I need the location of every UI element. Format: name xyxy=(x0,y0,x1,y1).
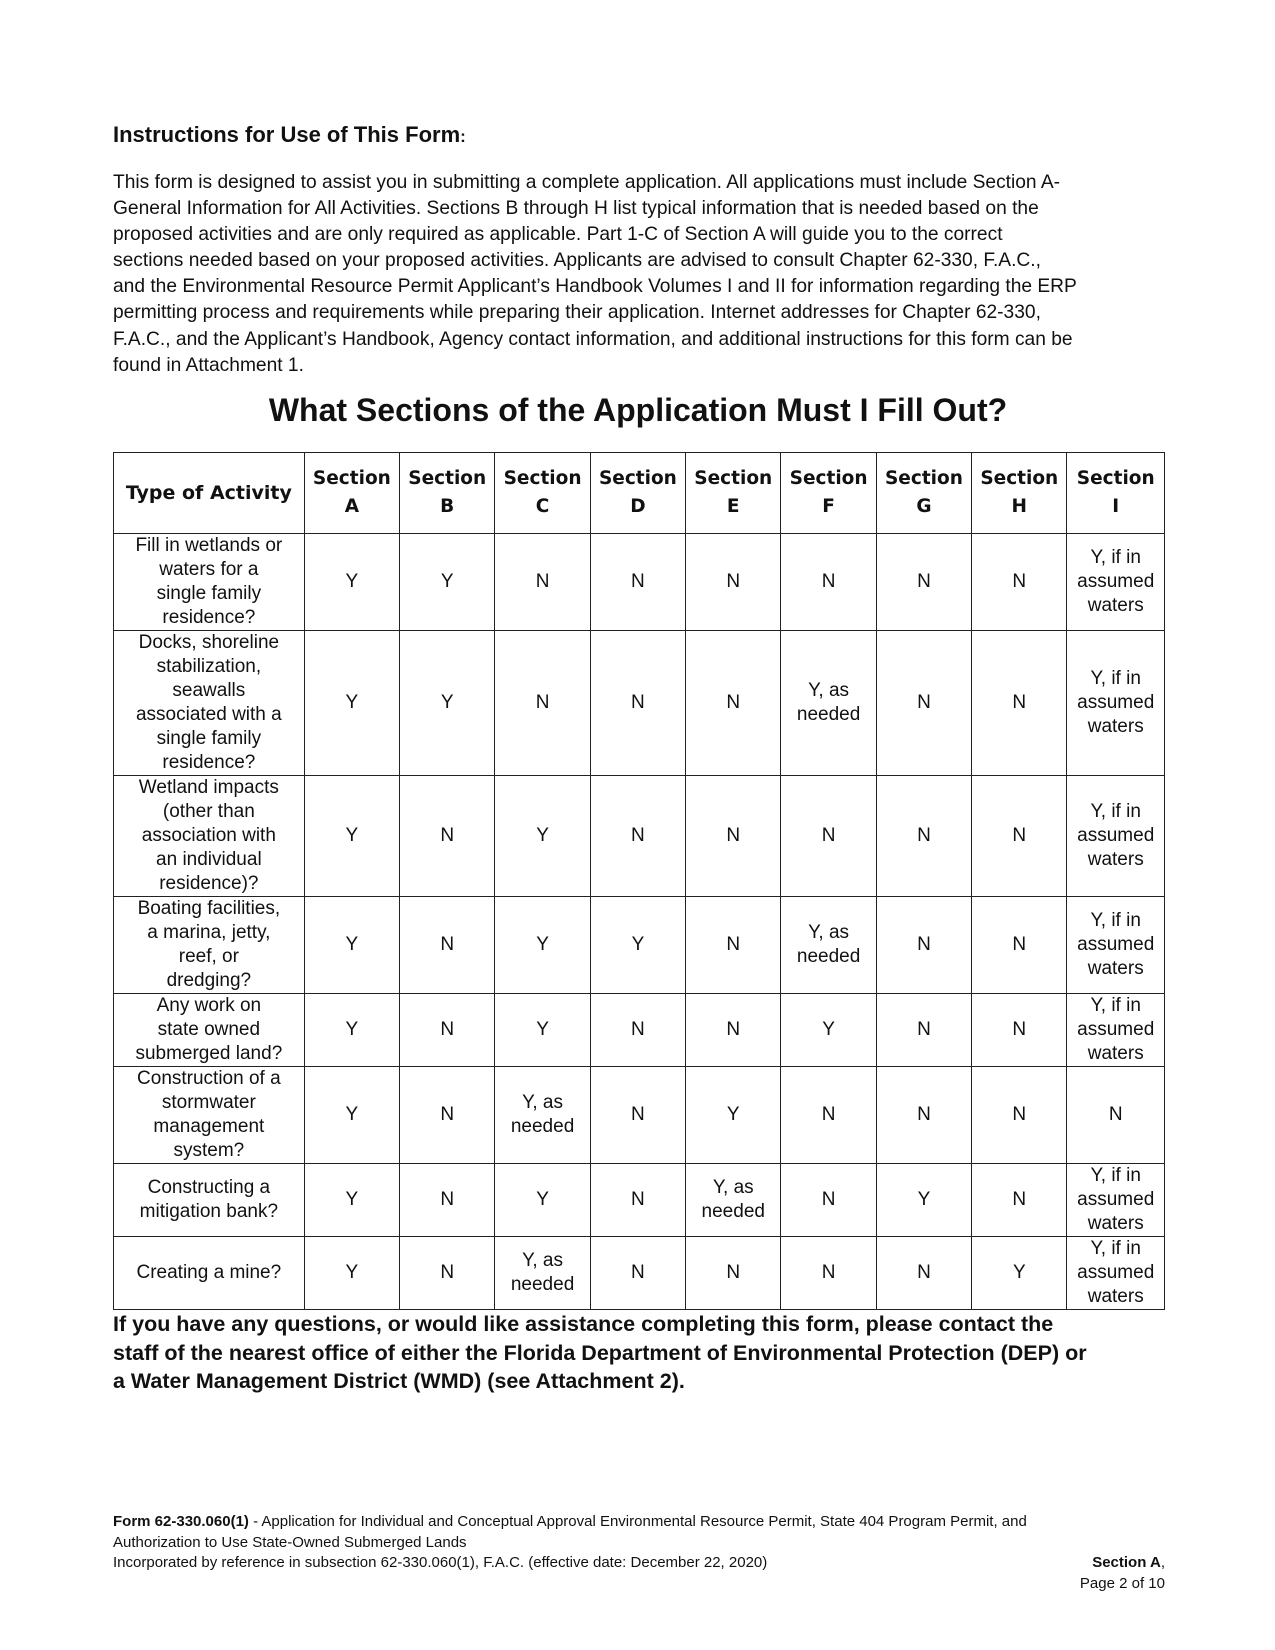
requirement-cell xyxy=(781,534,876,631)
section-header-text: I xyxy=(1112,496,1120,517)
requirement-text: N xyxy=(631,1262,645,1283)
requirement-cell xyxy=(876,1067,971,1164)
activity-cell xyxy=(114,1164,305,1237)
requirement-cell xyxy=(590,1164,685,1237)
requirement-text: needed xyxy=(510,1274,575,1295)
requirement-text: assumed xyxy=(1077,692,1155,713)
requirement-text: Y xyxy=(631,934,645,955)
table-body xyxy=(114,534,1165,1310)
requirement-text: waters xyxy=(1087,958,1144,979)
requirement-text: Y xyxy=(345,692,359,713)
requirement-text: waters xyxy=(1087,849,1144,870)
requirement-text: N xyxy=(726,1262,741,1283)
section-header-text: D xyxy=(630,496,646,517)
section-column-header xyxy=(686,453,781,534)
table-row xyxy=(114,776,1165,897)
requirement-cell xyxy=(876,1237,971,1310)
requirement-cell xyxy=(400,534,495,631)
activity-text: dredging? xyxy=(166,970,252,991)
requirement-cell xyxy=(590,994,685,1067)
requirement-cell xyxy=(972,776,1067,897)
requirement-text: N xyxy=(1012,934,1027,955)
requirement-text: needed xyxy=(796,704,861,725)
requirement-text: Y xyxy=(822,1019,835,1040)
activity-cell xyxy=(114,631,305,776)
instructions-line: General Information for All Activities. Sections B through H list typical information that is needed based on the xyxy=(113,198,1039,220)
activity-text: residence? xyxy=(162,607,256,628)
activity-text: associated with a xyxy=(135,704,282,725)
requirement-text: assumed xyxy=(1077,825,1155,846)
requirement-text: assumed xyxy=(1077,571,1155,592)
requirement-cell xyxy=(495,1237,590,1310)
requirement-cell xyxy=(1067,631,1165,776)
instructions-heading-text: Instructions for Use of This Form xyxy=(113,122,461,147)
requirement-text: Y xyxy=(345,1104,359,1125)
requirement-text: Y xyxy=(345,825,359,846)
requirement-text: Y xyxy=(345,934,359,955)
requirement-text: N xyxy=(1012,692,1027,713)
requirement-text: N xyxy=(917,692,931,713)
requirement-text: assumed xyxy=(1077,1262,1155,1283)
requirement-text: Y xyxy=(536,1189,549,1210)
table-row xyxy=(114,1067,1165,1164)
requirement-cell xyxy=(1067,897,1165,994)
requirement-cell xyxy=(876,631,971,776)
requirement-text: waters xyxy=(1087,1043,1144,1064)
requirement-text: N xyxy=(1012,1019,1027,1040)
requirement-text: N xyxy=(821,825,836,846)
requirement-cell xyxy=(686,1067,781,1164)
activity-cell xyxy=(114,1067,305,1164)
requirement-text: N xyxy=(440,1104,455,1125)
form-id: Form 62-330.060(1) xyxy=(113,1513,249,1530)
activity-text: waters for a xyxy=(159,559,259,580)
requirement-cell xyxy=(304,1237,399,1310)
instructions-line: proposed activities and are only required as applicable. Part 1-C of Section A will guide you to the correct xyxy=(113,224,1003,246)
requirement-text: N xyxy=(1012,1189,1027,1210)
requirement-text: N xyxy=(631,692,645,713)
requirement-cell xyxy=(400,776,495,897)
section-header-text: Section xyxy=(408,468,487,489)
requirement-cell xyxy=(1067,1237,1165,1310)
instructions-heading-colon: : xyxy=(460,127,466,146)
requirement-text: N xyxy=(440,1019,455,1040)
requirement-text: assumed xyxy=(1077,1189,1155,1210)
section-column-header xyxy=(304,453,399,534)
requirement-text: assumed xyxy=(1077,934,1155,955)
requirement-cell xyxy=(590,1067,685,1164)
requirement-text: Y, if in xyxy=(1090,801,1141,822)
requirement-text: Y xyxy=(345,1019,359,1040)
footer-section-label xyxy=(1092,1553,1165,1574)
requirement-text: N xyxy=(440,1189,455,1210)
activity-column-header: Type of Activity xyxy=(114,453,305,534)
section-header-text: Section xyxy=(789,468,868,489)
activity-text: Creating a mine? xyxy=(136,1262,282,1283)
requirement-text: N xyxy=(821,1104,836,1125)
requirement-text: N xyxy=(821,571,836,592)
requirement-text: Y xyxy=(345,1189,359,1210)
activity-text: association with xyxy=(141,825,276,846)
requirement-cell xyxy=(590,1237,685,1310)
section-column-header xyxy=(876,453,971,534)
activity-text: submerged land? xyxy=(135,1043,283,1064)
instructions-line: This form is designed to assist you in submitting a complete application. All applications must include Section A- xyxy=(113,172,1061,193)
requirement-cell xyxy=(781,776,876,897)
requirement-text: Y, as xyxy=(808,922,850,943)
section-header-text: Section xyxy=(503,468,582,489)
table-row xyxy=(114,994,1165,1067)
requirement-text: N xyxy=(821,1262,836,1283)
footer-form-line xyxy=(113,1512,1165,1533)
section-header-text: Section xyxy=(312,468,391,489)
requirement-text: Y, as xyxy=(712,1177,754,1198)
requirement-text: Y, as xyxy=(522,1092,563,1113)
activity-text: mitigation bank? xyxy=(139,1201,279,1222)
requirement-text: Y, as xyxy=(522,1250,563,1271)
requirement-cell xyxy=(495,631,590,776)
requirement-cell xyxy=(304,994,399,1067)
requirement-cell xyxy=(495,1164,590,1237)
activity-text: Construction of a xyxy=(137,1068,281,1089)
activity-text: a marina, jetty, xyxy=(147,922,271,943)
requirement-text: N xyxy=(726,692,741,713)
footer-form-line-2: Authorization to Use State-Owned Submerged Lands xyxy=(113,1533,467,1551)
requirement-text: waters xyxy=(1087,1286,1144,1307)
page-title: What Sections of the Application Must I Fill Out? xyxy=(268,392,1008,428)
requirement-text: needed xyxy=(796,946,861,967)
requirement-text: N xyxy=(917,934,931,955)
contact-notice xyxy=(113,1310,1173,1396)
contact-line: If you have any questions, or would like assistance completing this form, please contact the xyxy=(113,1312,1054,1336)
requirement-text: N xyxy=(1108,1104,1123,1125)
requirement-cell xyxy=(686,897,781,994)
instructions-line: found in Attachment 1. xyxy=(113,354,304,376)
activity-cell xyxy=(114,994,305,1067)
requirement-cell xyxy=(304,631,399,776)
requirement-text: N xyxy=(726,825,741,846)
requirement-text: Y, if in xyxy=(1090,910,1141,931)
requirement-text: Y xyxy=(440,692,454,713)
requirement-cell xyxy=(304,534,399,631)
requirement-cell xyxy=(495,1067,590,1164)
activity-text: single family xyxy=(156,583,262,604)
requirement-text: N xyxy=(726,571,741,592)
requirement-text: Y xyxy=(726,1104,740,1125)
requirement-cell xyxy=(686,1164,781,1237)
requirement-cell xyxy=(686,994,781,1067)
section-header-text: Section xyxy=(598,468,677,489)
requirement-cell xyxy=(972,534,1067,631)
requirement-text: Y, if in xyxy=(1090,1165,1141,1186)
page-number: Page 2 of 10 xyxy=(1079,1574,1165,1592)
requirement-cell xyxy=(400,1067,495,1164)
requirement-cell xyxy=(1067,776,1165,897)
requirement-cell xyxy=(1067,994,1165,1067)
table-row xyxy=(114,631,1165,776)
requirement-cell xyxy=(590,631,685,776)
requirement-cell xyxy=(972,1067,1067,1164)
requirement-text: Y xyxy=(345,1262,359,1283)
requirement-text: N xyxy=(440,825,455,846)
section-column-header xyxy=(495,453,590,534)
requirement-cell xyxy=(304,1164,399,1237)
requirement-cell xyxy=(495,776,590,897)
activity-text: Constructing a xyxy=(147,1177,271,1198)
activity-cell xyxy=(114,776,305,897)
requirement-cell xyxy=(781,1067,876,1164)
contact-line: staff of the nearest office of either the Florida Department of Environmental Protection (DEP) or xyxy=(113,1340,1087,1365)
requirement-text: Y xyxy=(536,825,549,846)
requirement-text: needed xyxy=(510,1116,575,1137)
activity-text: an individual xyxy=(156,849,262,870)
section-header-text: Section xyxy=(694,468,773,489)
footer-incorporated: Incorporated by reference in subsection 62-330.060(1), F.A.C. (effective date: December 22, 2020) xyxy=(113,1554,768,1572)
section-header-text: F xyxy=(822,496,835,517)
requirement-cell xyxy=(781,1164,876,1237)
requirement-cell xyxy=(972,1164,1067,1237)
table-row xyxy=(114,897,1165,994)
requirement-text: N xyxy=(535,571,550,592)
activity-cell xyxy=(114,897,305,994)
requirement-cell xyxy=(304,776,399,897)
requirement-text: N xyxy=(917,825,931,846)
instructions-line: F.A.C., and the Applicant’s Handbook, Agency contact information, and additional instructions for this form can be xyxy=(113,328,1073,350)
requirement-text: Y xyxy=(536,1019,549,1040)
requirement-cell xyxy=(590,897,685,994)
requirement-text: N xyxy=(631,825,645,846)
instructions-line: sections needed based on your proposed activities. Applicants are advised to consult Chapter 62-330, F.A.C., xyxy=(113,250,1041,272)
requirement-text: waters xyxy=(1087,595,1144,616)
requirement-text: needed xyxy=(701,1201,765,1222)
section-header-text: E xyxy=(726,496,740,517)
activity-text: stabilization, xyxy=(156,656,262,677)
requirement-text: Y, if in xyxy=(1090,1238,1141,1259)
sections-table xyxy=(113,452,1165,1310)
table-row xyxy=(114,1164,1165,1237)
requirement-cell xyxy=(495,534,590,631)
section-comma: , xyxy=(1160,1554,1165,1571)
requirement-cell xyxy=(876,1164,971,1237)
requirement-cell xyxy=(400,1164,495,1237)
section-header-text: Section xyxy=(1076,468,1155,489)
requirement-cell xyxy=(590,534,685,631)
activity-text: Boating facilities, xyxy=(137,898,281,919)
section-column-header xyxy=(781,453,876,534)
requirement-cell xyxy=(972,631,1067,776)
section-column-header xyxy=(972,453,1067,534)
requirement-cell xyxy=(1067,1164,1165,1237)
requirement-text: N xyxy=(631,1189,645,1210)
requirement-text: Y xyxy=(536,934,549,955)
section-header-text: H xyxy=(1011,496,1028,517)
requirement-text: Y xyxy=(345,571,359,592)
requirement-cell xyxy=(876,776,971,897)
instructions-heading xyxy=(113,122,466,148)
activity-text: Docks, shoreline xyxy=(138,632,280,653)
table-header-row xyxy=(114,453,1165,534)
requirement-text: Y, if in xyxy=(1090,547,1141,568)
requirement-cell xyxy=(400,897,495,994)
requirement-cell xyxy=(686,776,781,897)
requirement-text: Y, as xyxy=(808,680,850,701)
requirement-text: N xyxy=(726,934,741,955)
requirement-cell xyxy=(495,897,590,994)
instructions-line: and the Environmental Resource Permit Applicant’s Handbook Volumes I and II for information regarding the ERP xyxy=(113,276,1077,298)
requirement-text: N xyxy=(440,934,455,955)
form-description: - Application for Individual and Conceptual Approval Environmental Resource Permit, State 404 Program Permit, and xyxy=(248,1513,1027,1530)
activity-cell xyxy=(114,534,305,631)
section-column-header xyxy=(400,453,495,534)
requirement-cell xyxy=(781,631,876,776)
requirement-text: N xyxy=(1012,1104,1027,1125)
section-header-text: Section xyxy=(980,468,1059,489)
requirement-cell xyxy=(686,631,781,776)
requirement-cell xyxy=(686,534,781,631)
requirement-cell xyxy=(400,631,495,776)
section-column-header xyxy=(590,453,685,534)
activity-text: Any work on xyxy=(156,995,262,1016)
requirement-text: waters xyxy=(1087,1213,1144,1234)
requirement-text: Y xyxy=(917,1189,931,1210)
contact-line: a Water Management District (WMD) (see Attachment 2). xyxy=(113,1369,685,1394)
requirement-cell xyxy=(876,534,971,631)
activity-text: stormwater xyxy=(161,1092,256,1113)
requirement-cell xyxy=(304,1067,399,1164)
requirement-text: N xyxy=(917,1262,931,1283)
instructions-body xyxy=(113,170,1173,379)
activity-text: state owned xyxy=(157,1019,261,1040)
activity-text: Fill in wetlands or xyxy=(135,535,283,556)
requirement-cell xyxy=(1067,534,1165,631)
activity-text: system? xyxy=(173,1140,245,1161)
requirement-text: waters xyxy=(1087,716,1144,737)
activity-cell xyxy=(114,1237,305,1310)
section-header-text: G xyxy=(916,496,932,517)
requirement-text: N xyxy=(821,1189,836,1210)
requirement-text: N xyxy=(535,692,550,713)
section-label: Section A xyxy=(1092,1554,1161,1571)
section-header-text: Section xyxy=(884,468,963,489)
requirement-cell xyxy=(495,994,590,1067)
requirement-cell xyxy=(876,897,971,994)
requirement-cell xyxy=(400,994,495,1067)
activity-text: management xyxy=(153,1116,265,1137)
requirement-cell xyxy=(1067,1067,1165,1164)
requirement-text: Y, if in xyxy=(1090,995,1141,1016)
requirement-text: N xyxy=(917,1104,931,1125)
requirement-text: N xyxy=(917,1019,931,1040)
requirement-text: N xyxy=(1012,571,1027,592)
requirement-text: N xyxy=(1012,825,1027,846)
requirement-text: Y, if in xyxy=(1090,668,1141,689)
requirement-cell xyxy=(972,994,1067,1067)
activity-text: (other than xyxy=(162,801,255,822)
requirement-cell xyxy=(686,1237,781,1310)
activity-text: Wetland impacts xyxy=(138,777,279,798)
section-column-header xyxy=(1067,453,1165,534)
requirement-cell xyxy=(400,1237,495,1310)
requirement-text: N xyxy=(631,1019,645,1040)
requirement-text: Y xyxy=(1012,1262,1026,1283)
requirement-cell xyxy=(781,1237,876,1310)
requirement-text: N xyxy=(440,1262,455,1283)
requirement-text: Y xyxy=(440,571,454,592)
requirement-cell xyxy=(590,776,685,897)
requirement-cell xyxy=(781,897,876,994)
requirement-text: N xyxy=(726,1019,741,1040)
section-header-text: A xyxy=(344,496,360,517)
activity-text: residence? xyxy=(162,752,256,773)
requirement-text: N xyxy=(631,1104,645,1125)
table-row xyxy=(114,1237,1165,1310)
requirement-cell xyxy=(876,994,971,1067)
requirement-cell xyxy=(304,897,399,994)
activity-text: seawalls xyxy=(172,680,246,701)
requirement-text: N xyxy=(917,571,931,592)
requirement-text: N xyxy=(631,571,645,592)
requirement-text: assumed xyxy=(1077,1019,1155,1040)
activity-text: residence)? xyxy=(159,873,259,894)
section-header-text: C xyxy=(535,496,550,517)
activity-text: single family xyxy=(156,728,262,749)
table-row xyxy=(114,534,1165,631)
requirement-cell xyxy=(972,897,1067,994)
activity-text: reef, or xyxy=(178,946,239,967)
page-footer xyxy=(113,1512,1165,1592)
section-header-text: B xyxy=(440,496,455,517)
requirement-cell xyxy=(972,1237,1067,1310)
instructions-line: permitting process and requirements while preparing their application. Internet addresses for Chapter 62-330, xyxy=(113,302,1041,324)
requirement-cell xyxy=(781,994,876,1067)
